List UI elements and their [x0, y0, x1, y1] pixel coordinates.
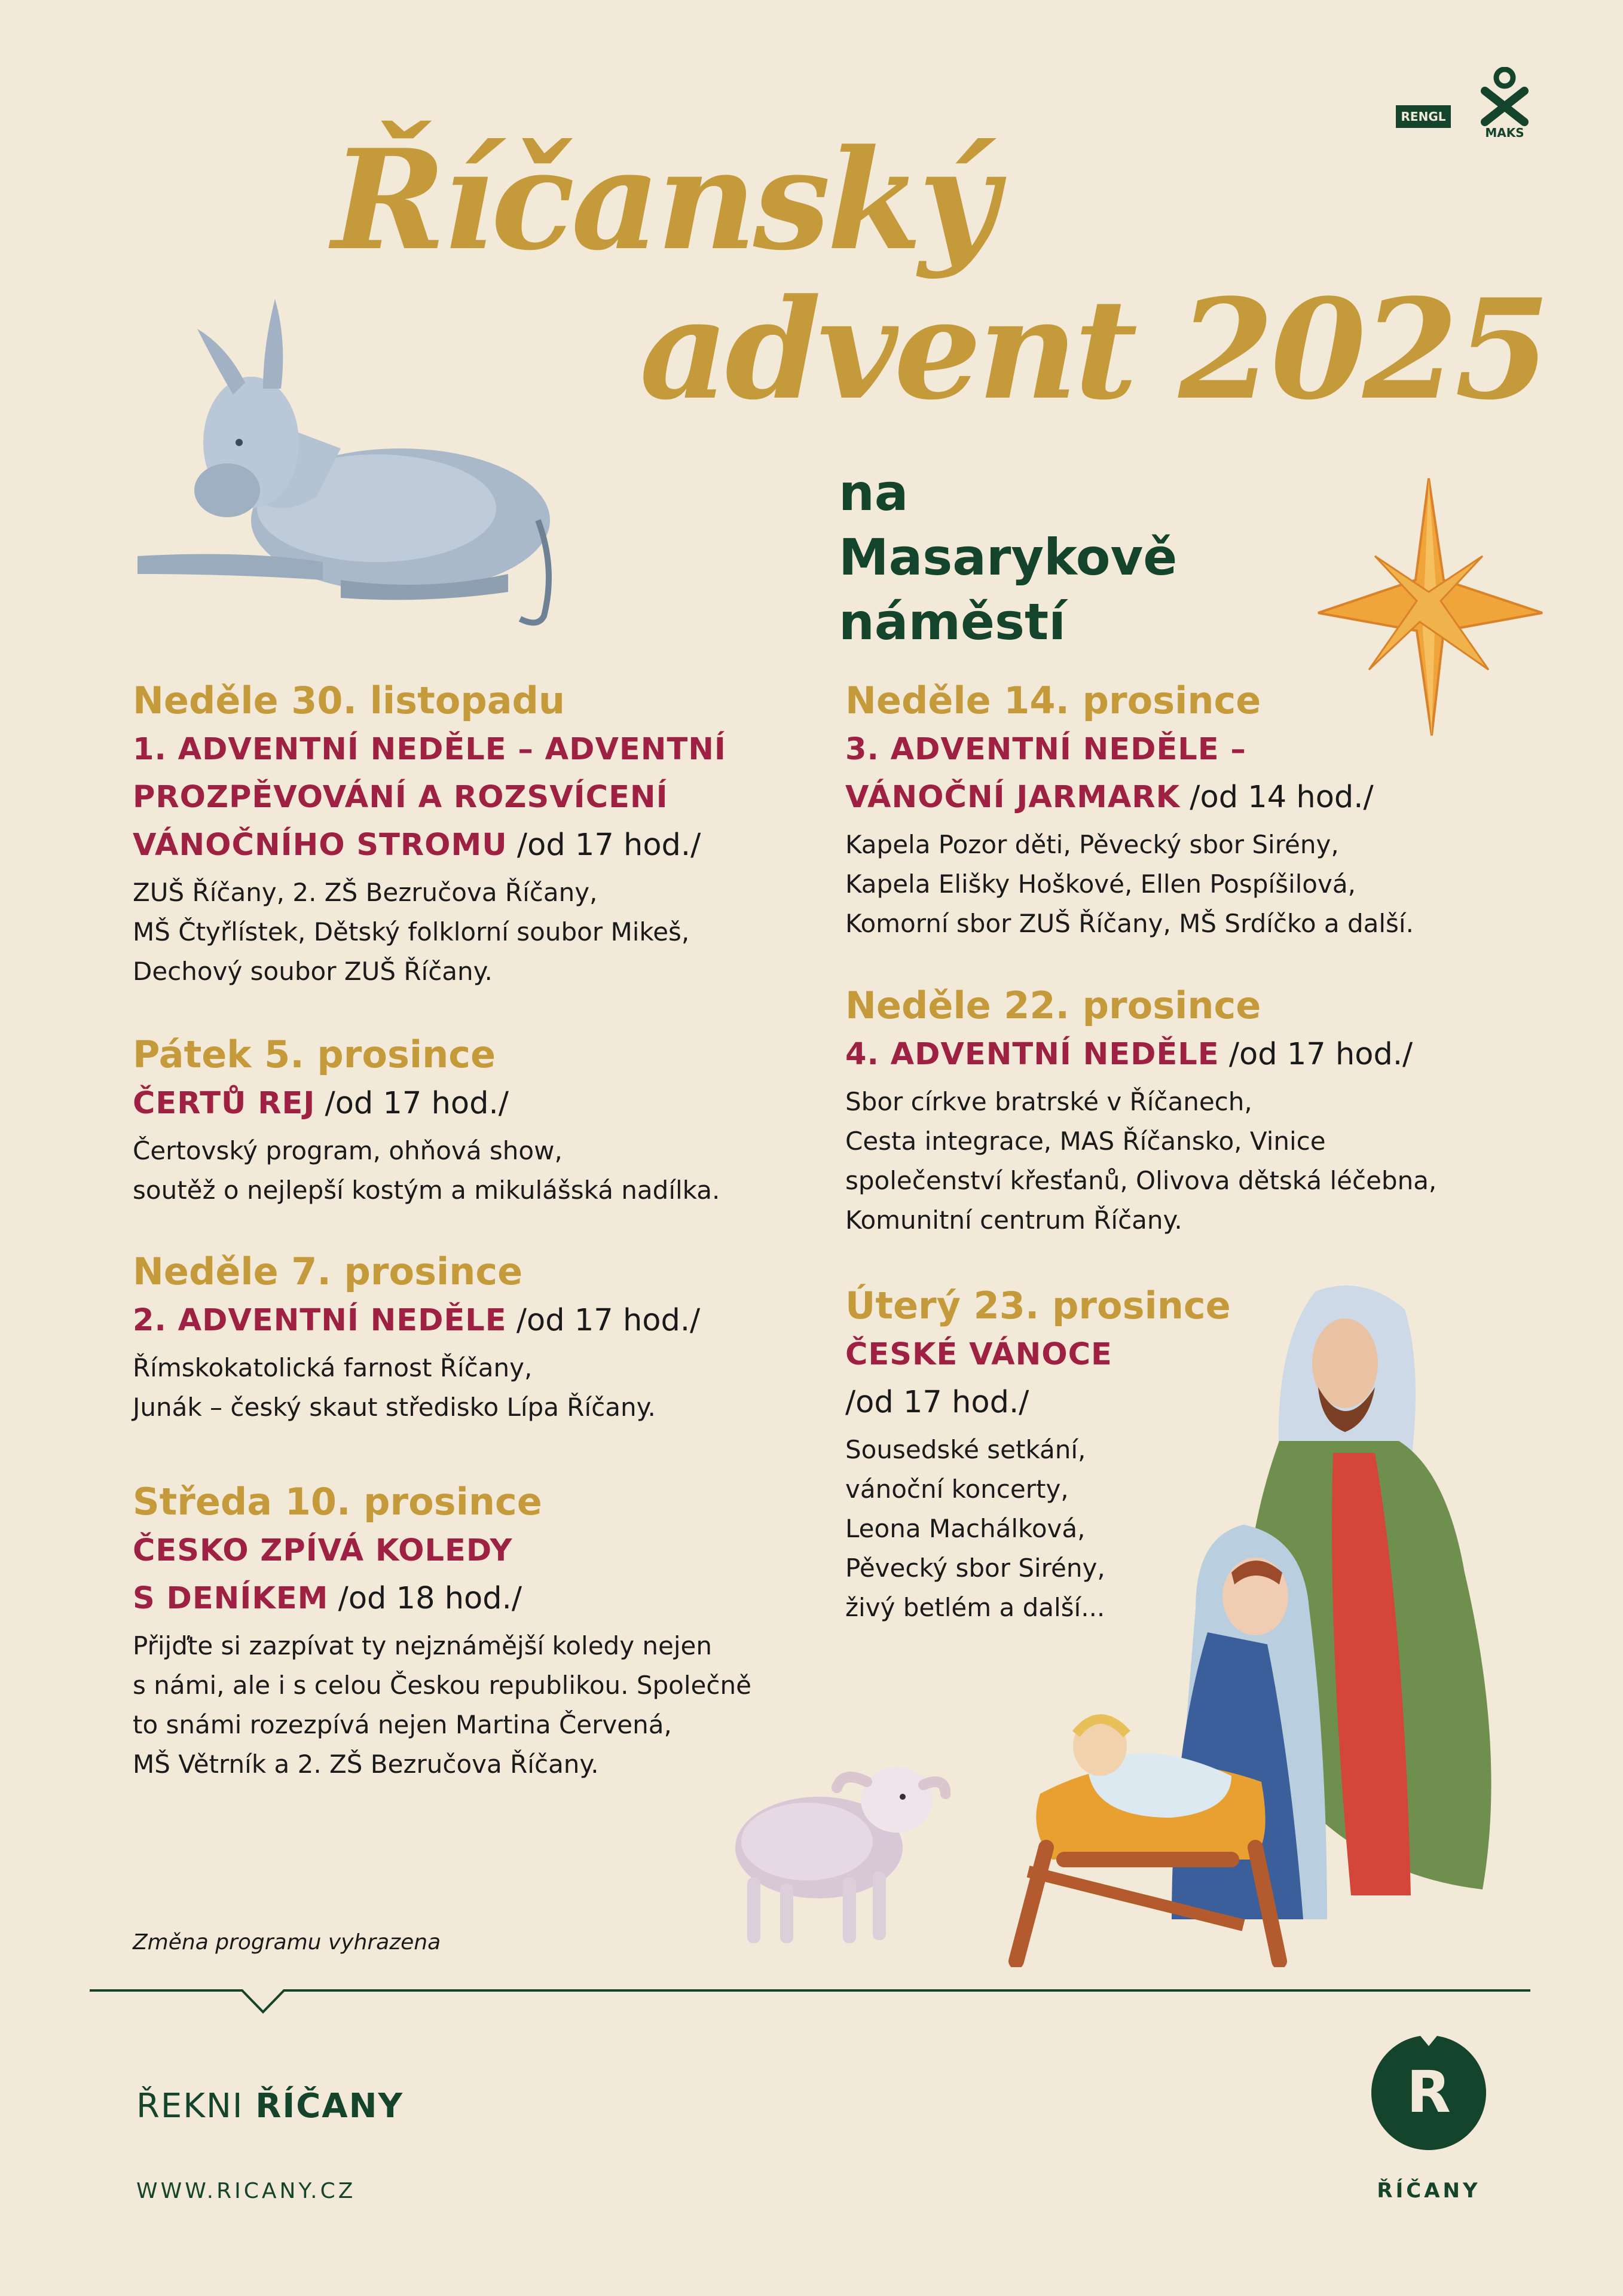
- event-description-line: Komorní sbor ZUŠ Říčany, MŠ Srdíčko a další.: [845, 909, 1414, 938]
- event-description-line: MŠ Větrník a 2. ZŠ Bezručova Říčany.: [133, 1750, 599, 1779]
- event-title: ČERTŮ REJ: [133, 1086, 316, 1121]
- event-headline: [845, 726, 1414, 822]
- event-description-line: Cesta integrace, MAS Říčansko, Vinice: [845, 1126, 1326, 1156]
- event-title: 2. ADVENTNÍ NEDĚLE: [133, 1303, 507, 1338]
- event-date: Neděle 22. prosince: [845, 984, 1261, 1027]
- event-headline: [133, 726, 726, 869]
- event-description-line: společenství křesťanů, Olivova dětská léčebna,: [845, 1166, 1437, 1195]
- ricany-logo-letter: R: [1407, 2059, 1451, 2126]
- event-date: Neděle 30. listopadu: [133, 679, 566, 722]
- event-description-line: MŠ Čtyřlístek, Dětský folklorní soubor Mikeš,: [133, 917, 690, 947]
- event-time: /od 17 hod./: [845, 1385, 1029, 1420]
- event-time: /od 14 hod./: [1180, 780, 1374, 815]
- event-date: Úterý 23. prosince: [845, 1284, 1231, 1327]
- event-description-line: soutěž o nejlepší kostým a mikulášská nadílka.: [133, 1176, 720, 1205]
- event-description: [133, 1626, 751, 1784]
- event-description-line: Kapela Elišky Hoškové, Ellen Pospíšilová,: [845, 869, 1356, 899]
- ricany-logo-name: ŘÍČANY: [1377, 2179, 1481, 2203]
- ricany-logo: [1369, 2033, 1488, 2152]
- event-date: Neděle 7. prosince: [133, 1250, 523, 1293]
- event-title: 1. ADVENTNÍ NEDĚLE – ADVENTNÍ: [133, 732, 726, 767]
- event-description-line: Leona Machálková,: [845, 1514, 1086, 1543]
- footer-brand-bold: ŘÍČANY: [255, 2087, 404, 2126]
- nativity-illustration: [992, 1274, 1578, 1967]
- event-item: [845, 981, 1436, 1240]
- event-headline: [133, 1527, 751, 1623]
- event-description-line: Přijďte si zazpívat ty nejznámější koledy nejen: [133, 1631, 712, 1660]
- event-description-line: ZUŠ Říčany, 2. ZŠ Bezručova Říčany,: [133, 878, 598, 907]
- event-title: S DENÍKEM: [133, 1581, 329, 1616]
- title-line-2: advent 2025: [640, 269, 1547, 430]
- event-item: [133, 1247, 700, 1427]
- event-description-line: to snámi rozezpívá nejen Martina Červená,: [133, 1710, 672, 1739]
- event-description-line: Kapela Pozor děti, Pěvecký sbor Sirény,: [845, 830, 1339, 859]
- footer-brand-light: ŘEKNI: [136, 2087, 256, 2126]
- event-description-line: Čertovský program, ohňová show,: [133, 1136, 563, 1165]
- program-change-note: Změna programu vyhrazena: [133, 1930, 441, 1955]
- event-headline: [133, 1080, 720, 1128]
- event-description-line: Junák – český skaut středisko Lípa Říčany.: [133, 1393, 656, 1422]
- event-title: 3. ADVENTNÍ NEDĚLE –: [845, 732, 1246, 767]
- event-title: PROZPĚVOVÁNÍ A ROZSVÍCENÍ: [133, 780, 668, 815]
- event-description: [845, 825, 1414, 944]
- event-headline: [133, 1297, 700, 1345]
- event-item: [133, 1477, 751, 1784]
- event-description-line: Komunitní centrum Říčany.: [845, 1205, 1182, 1235]
- event-time: /od 18 hod./: [328, 1581, 522, 1616]
- event-time: /od 17 hod./: [506, 1303, 701, 1338]
- event-date: Středa 10. prosince: [133, 1480, 542, 1523]
- event-title: ČESKO ZPÍVÁ KOLEDY: [133, 1533, 513, 1568]
- event-description-line: Dechový soubor ZUŠ Říčany.: [133, 957, 493, 986]
- event-description: [133, 1348, 700, 1427]
- event-item: [845, 676, 1414, 944]
- event-description-line: Římskokatolická farnost Říčany,: [133, 1353, 533, 1382]
- maks-logo-label: MAKS: [1485, 126, 1524, 140]
- event-description-line: Pěvecký sbor Sirény,: [845, 1553, 1105, 1583]
- event-title: ČESKÉ VÁNOCE: [845, 1337, 1112, 1372]
- event-description-line: s námi, ale i s celou Českou republikou. Společně: [133, 1671, 751, 1700]
- event-date: Neděle 14. prosince: [845, 679, 1261, 722]
- footer-divider: [90, 1988, 1530, 2024]
- event-description-line: živý betlém a další...: [845, 1593, 1105, 1622]
- event-item: [133, 1030, 720, 1210]
- donkey-illustration: [126, 293, 568, 640]
- event-headline: [845, 1031, 1436, 1079]
- footer-website-link[interactable]: WWW.RICANY.CZ: [136, 2179, 356, 2203]
- lamb-illustration: [723, 1734, 950, 1949]
- maks-logo-icon: [1479, 67, 1530, 127]
- event-time: /od 17 hod./: [315, 1086, 509, 1121]
- event-title: 4. ADVENTNÍ NEDĚLE: [845, 1037, 1219, 1072]
- event-description: [133, 1131, 720, 1210]
- event-date: Pátek 5. prosince: [133, 1033, 496, 1076]
- event-title: VÁNOČNÍHO STROMU: [133, 828, 508, 863]
- footer-brand: [136, 2087, 404, 2126]
- event-description-line: Sousedské setkání,: [845, 1435, 1086, 1464]
- title-line-1: Říčanský: [332, 120, 995, 281]
- event-title: VÁNOČNÍ JARMARK: [845, 780, 1181, 815]
- event-description-line: vánoční koncerty,: [845, 1474, 1069, 1504]
- subtitle: na Masarykově náměstí: [839, 463, 1178, 651]
- event-time: /od 17 hod./: [507, 828, 701, 863]
- event-description: [845, 1082, 1436, 1240]
- event-item: [133, 676, 726, 991]
- event-description-line: Sbor církve bratrské v Říčanech,: [845, 1087, 1252, 1116]
- event-description: [133, 873, 726, 991]
- event-time: /od 17 hod./: [1219, 1037, 1413, 1072]
- rengl-logo: RENGL: [1396, 105, 1451, 128]
